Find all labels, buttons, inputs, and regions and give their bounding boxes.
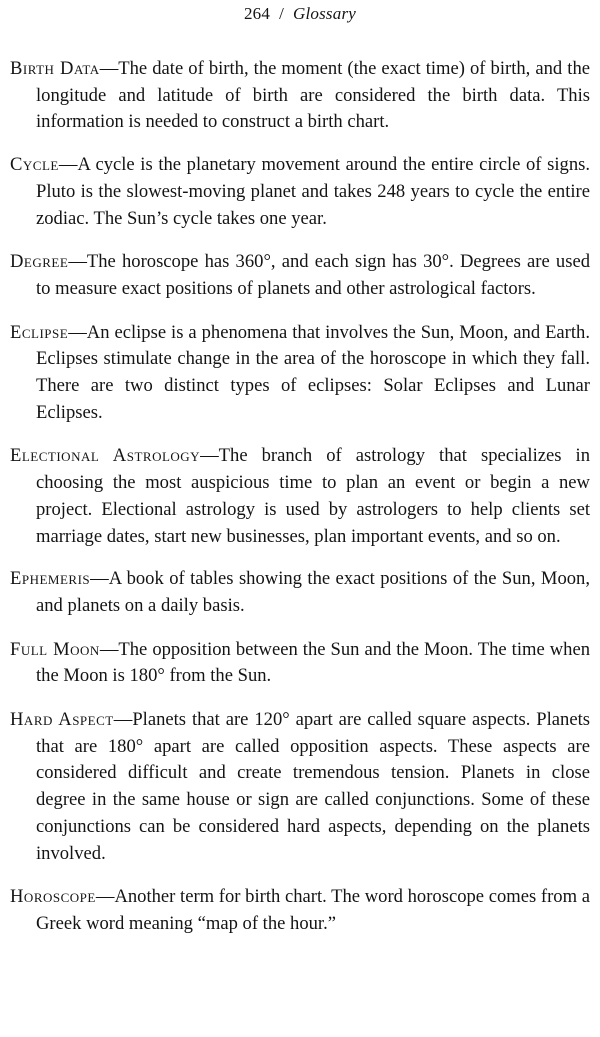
header-separator: / [279, 4, 285, 23]
glossary-list [10, 56, 590, 938]
running-title: Glossary [293, 4, 357, 23]
glossary-term: Electional Astrology [10, 445, 201, 467]
glossary-entry: Horoscope—Another term for birth chart. The word horoscope comes from a Greek word meaning “map of the hour.” [10, 886, 590, 934]
glossary-term: Eclipse [10, 321, 69, 343]
glossary-entry: Degree—The horoscope has 360°, and each sign has 30°. Degrees are used to measure exact positions of planets and other astrological factors. [10, 251, 590, 299]
glossary-term: Ephemeris [10, 568, 91, 590]
glossary-definition: Planets that are 120° apart are called square aspects. Planets that are 180° apart are called opposition aspects. These aspects are considered difficult and create tremendous tension. Planets in close degree in the same house or sign are called conjunctions. Some of these conjunctions can be considered hard aspects, depending on the planets involved. [36, 709, 590, 864]
page-header [0, 4, 600, 24]
glossary-term: Cycle [10, 154, 59, 176]
glossary-definition: The opposition between the Sun and the Moon. The time when the Moon is 180° from the Sun. [36, 638, 590, 687]
glossary-entry: Birth Data—The date of birth, the moment (the exact time) of birth, and the longitude and latitude of birth are considered the birth data. This information is needed to construct a birth chart. [10, 58, 590, 133]
glossary-entry: Electional Astrology—The branch of astrology that specializes in choosing the most auspicious time to plan an event or begin a new project. Electional astrology is used by astrologers to help clients set marriage dates, start new businesses, plan important events, and so on. [10, 445, 591, 547]
glossary-term: Degree [10, 251, 69, 273]
glossary-entry: Full Moon—The opposition between the Sun and the Moon. The time when the Moon is 180° from the Sun. [10, 638, 590, 687]
glossary-entry: Hard Aspect—Planets that are 120° apart are called square aspects. Planets that are 180° apart are called opposition aspects. These aspects are considered difficult and create tremendous tension. Planets in close degree in the same house or sign are called conjunctions. Some of these conjunctions can be considered hard aspects, depending on the planets involved. [10, 709, 590, 864]
glossary-definition: A cycle is the planetary movement around the entire circle of signs. Pluto is the slowest-moving planet and takes 248 years to cycle the entire zodiac. The Sun’s cycle takes one year. [36, 154, 590, 229]
glossary-term: Birth Data [10, 58, 100, 79]
glossary-definition: The horoscope has 360°, and each sign has 30°. Degrees are used to measure exact positions of planets and other astrological factors. [36, 251, 590, 299]
glossary-entry: Eclipse—An eclipse is a phenomena that involves the Sun, Moon, and Earth. Eclipses stimulate change in the area of the horoscope in which they fall. There are two distinct types of eclipses: Solar Eclipses and Lunar Eclipses. [10, 321, 590, 423]
glossary-definition: An eclipse is a phenomena that involves the Sun, Moon, and Earth. Eclipses stimulate change in the area of the horoscope in which they fall. There are two distinct types of eclipses: Solar Eclipses and Lunar Eclipses. [36, 321, 590, 423]
page-number: 264 [243, 4, 271, 23]
glossary-definition: Another term for birth chart. The word horoscope comes from a Greek word meaning “map of the hour.” [36, 886, 590, 934]
glossary-definition: The date of birth, the moment (the exact time) of birth, and the longitude and latitude of birth are considered the birth data. This information is needed to construct a birth chart. [36, 58, 590, 133]
glossary-definition: A book of tables showing the exact positions of the Sun, Moon, and planets on a daily basis. [36, 568, 590, 616]
glossary-definition: The branch of astrology that specializes in choosing the most auspicious time to plan an event or begin a new project. Electional astrology is used by astrologers to help clients set marriage dates, start new businesses, plan important events, and so on. [36, 445, 591, 547]
glossary-term: Hard Aspect [10, 709, 114, 731]
glossary-entry: Ephemeris—A book of tables showing the exact positions of the Sun, Moon, and planets on a daily basis. [10, 568, 590, 616]
glossary-term: Horoscope [10, 886, 96, 908]
glossary-entry: Cycle—A cycle is the planetary movement around the entire circle of signs. Pluto is the slowest-moving planet and takes 248 years to cycle the entire zodiac. The Sun’s cycle takes one year. [10, 154, 590, 229]
glossary-term: Full Moon [10, 638, 100, 660]
